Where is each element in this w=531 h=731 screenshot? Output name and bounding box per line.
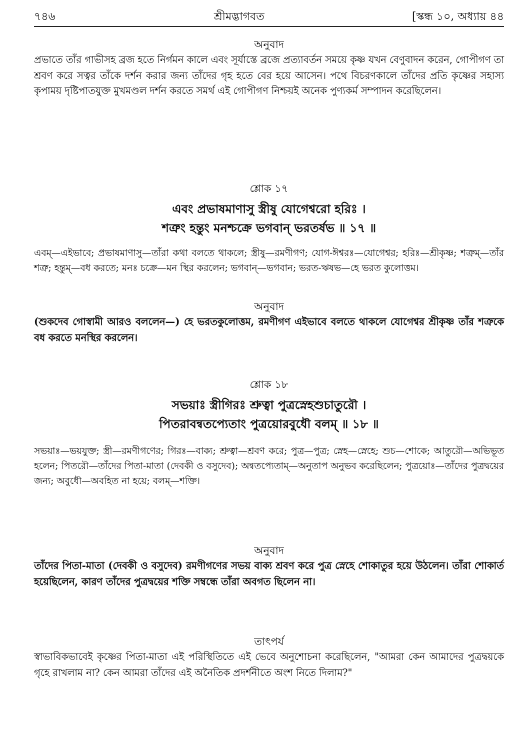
translation-block-1 (34, 38, 504, 100)
translation-text: তাঁদের পিতা-মাতা (দেবকী ও বসুদেব) রমণীগণের সভয় বাক্য শ্রবণ করে পুত্র স্নেহে শোকাতুর হয়ে উঠলেন। তাঁরা শোকার্ত হয়েছিলেন, কারণ তাঁদের পুত্রদ্বয়ের শক্তি সম্বন্ধে তাঁরা অবগত ছিলেন না। (34, 561, 504, 588)
verse-18-translation (34, 544, 504, 590)
translation-label: অনুবাদ (254, 545, 284, 557)
verse-18-label: শ্লোক ১৮ (249, 379, 289, 391)
purport-label: তাৎপর্য (254, 636, 284, 648)
translation-text: (শুকদেব গোস্বামী আরও বললেন—) হে ভরতকুলোত্তম, রমণীগণ এইভাবে বলতে থাকলে যোগেশ্বর শ্রীকৃষ্ণ তাঁর শত্রুকে বধ করতে মনস্থির করলেন। (34, 317, 504, 344)
translation-label: অনুবাদ (254, 39, 284, 51)
running-header (34, 8, 504, 28)
verse-18-line-1: সভয়াঃ স্ত্রীগিরঃ শ্রুত্বা পুত্রস্নেহশুচাতুরৌ । (171, 398, 367, 412)
verse-17-label: শ্লোক ১৭ (249, 183, 289, 195)
section-reference: [স্কন্ধ ১০, অধ্যায় ৪৪ (411, 10, 504, 23)
verse-17-translation (34, 300, 504, 346)
header-rule (34, 26, 504, 27)
verse-18-synonyms: সভয়াঃ—ভয়যুক্ত; স্ত্রী—রমণীগণের; গিরঃ—বাক্য; শ্রুত্বা—শ্রবণ করে; পুত্র—পুত্র; স্নেহ—স্নেহে; শুচ—শোকে; আতুরৌ—অভিভূত হলেন; পিতরৌ—তাঁদের পিতা-মাতা (দেবকী ও বসুদেব); অন্বতপ্যেতাম্—অনুতাপ অনুভব করেছিলেন; পুত্রয়োঃ—তাঁদের পুত্রদ্বয়ের জন্য; অবুধৌ—অবহিত না হয়ে; বলম্—শক্তি। (34, 446, 504, 487)
verse-17-text (34, 200, 504, 238)
verse-18-text (34, 396, 504, 434)
verse-17-synonyms: এবম্—এইভাবে; প্রভাষমাণাসু—তাঁরা কথা বলতে থাকলে; স্ত্রীষু—রমণীগণ; যোগ-ঈশ্বরঃ—যোগেশ্বর; হরিঃ—শ্রীকৃষ্ণ; শত্রুম্—তাঁর শত্রু; হন্তুম্—বধ করতে; মনঃ চক্রে—মন স্থির করলেন; ভগবান্—ভগবান; ভরত-ঋষভ—হে ভরত কুলোত্তম। (34, 248, 504, 274)
verse-18-line-2: পিতরাবন্বতপ্যেতাং পুত্রয়োরবুধৌ বলম্ ॥ ১৮ ॥ (159, 417, 379, 431)
purport-text: স্বাভাবিকভাবেই কৃষ্ণের পিতা-মাতা এই পরিস্থিতিতে এই ভেবে অনুশোচনা করেছিলেন, "আমরা কেন আমাদের পুত্রদ্বয়কে গৃহে রাখলাম না? কেন আমরা তাঁদের এই অনৈতিক প্রদর্শনীতে অংশ নিতে দিলাম?" (34, 652, 504, 679)
purport-block (34, 635, 504, 681)
page-number: ৭৪৬ (34, 10, 56, 23)
book-title: শ্রীমদ্ভাগবত (214, 10, 265, 23)
verse-17-line-1: এবং প্রভাষমাণাসু স্ত্রীষু যোগেশ্বরো হরিঃ । (172, 202, 366, 216)
translation-text: প্রভাতে তাঁর গাভীসহ ব্রজ হতে নির্গমন কালে এবং সূর্যাস্তে ব্রজে প্রত্যাবর্তন সময়ে কৃষ্ণ যখন বেণুবাদন করেন, গোপীগণ তা শ্রবণ করে সত্বর তাঁকে দর্শন করার জন্য তাঁদের গৃহ হতে বের হয়ে আসেন। পথে বিচরণকালে তাঁদের প্রতি কৃষ্ণের সহাস্য কৃপাময় দৃষ্টিপাতযুক্ত মুখমণ্ডল দর্শন করতে সমর্থ এই গোপীগণ নিশ্চয়ই অনেক পুণ্যকর্ম সম্পাদন করেছিলেন। (34, 55, 504, 97)
translation-label: অনুবাদ (254, 301, 284, 313)
verse-17-line-2: শত্রুং হন্তুং মনশ্চক্রে ভগবান্ ভরতর্ষভ ॥ ১৭ ॥ (161, 221, 377, 235)
